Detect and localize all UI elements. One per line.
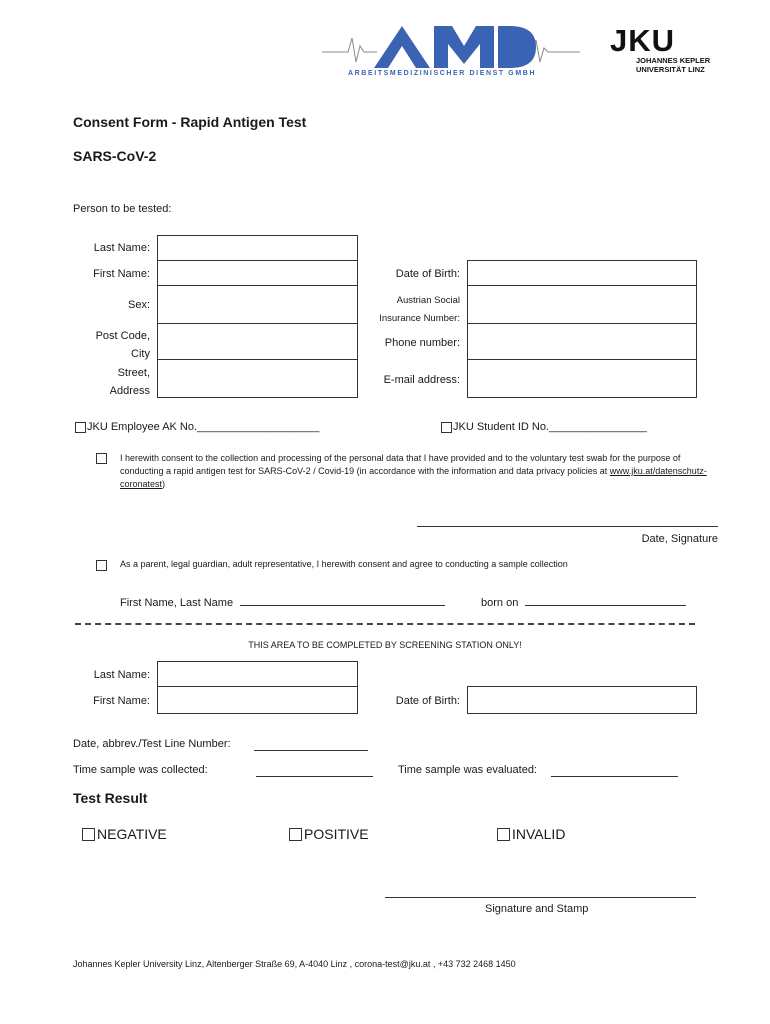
invalid-label: INVALID xyxy=(512,826,566,842)
dob-field[interactable] xyxy=(467,260,697,286)
ssn-field[interactable] xyxy=(467,285,697,324)
postcode-city-field[interactable] xyxy=(157,323,358,360)
positive-checkbox[interactable] xyxy=(289,828,302,841)
email-field[interactable] xyxy=(467,359,697,398)
guardian-name-row xyxy=(120,595,445,609)
born-on-row xyxy=(481,595,686,609)
ssn-label-line1: Austrian Social xyxy=(396,295,460,306)
invalid-checkbox[interactable] xyxy=(497,828,510,841)
signature-stamp-label: Signature and Stamp xyxy=(485,903,589,915)
ssn-label xyxy=(379,292,460,328)
email-label: E-mail address: xyxy=(383,374,460,386)
consent-text-end: ) xyxy=(162,479,166,489)
street-label xyxy=(110,364,150,400)
footer-contact: Johannes Kepler University Linz, Altenberger Straße 69, A-4040 Linz , corona-test@jku.at , +43 732 2468 1450 xyxy=(73,959,516,969)
postcode-label-line2: City xyxy=(131,348,150,360)
student-label: JKU Student ID No.________________ xyxy=(453,421,647,433)
amd-logo xyxy=(322,22,582,84)
jku-logo xyxy=(610,23,720,78)
first-name-field[interactable] xyxy=(157,260,358,286)
station-last-name-field[interactable] xyxy=(157,661,358,687)
consent-text-body: I herewith consent to the collection and processing of the personal data that I have provided and to the voluntary test swab for the purpose of conducting a rapid antigen test for SARS-CoV-2 / Covid-19 (in accordance with the information and data privacy policies at xyxy=(120,453,681,476)
station-dob-field[interactable] xyxy=(467,686,697,714)
street-label-line1: Street, xyxy=(117,367,150,379)
guardian-name-line[interactable] xyxy=(240,595,445,606)
last-name-label: Last Name: xyxy=(93,242,150,254)
person-intro: Person to be tested: xyxy=(73,203,172,215)
positive-label: POSITIVE xyxy=(304,826,369,842)
first-name-label: First Name: xyxy=(93,268,150,280)
station-notice: THIS AREA TO BE COMPLETED BY SCREENING STATION ONLY! xyxy=(248,640,522,650)
amd-subtitle: ARBEITSMEDIZINISCHER DIENST GMBH xyxy=(348,70,537,77)
signature-stamp-line[interactable] xyxy=(385,897,696,898)
guardian-checkbox[interactable] xyxy=(96,560,107,571)
station-first-name-field[interactable] xyxy=(157,686,358,714)
employee-checkbox[interactable] xyxy=(75,422,86,433)
sex-label: Sex: xyxy=(127,299,150,311)
born-on-label: born on xyxy=(481,597,519,609)
guardian-text: As a parent, legal guardian, adult representative, I herewith consent and agree to conducting a sample collection xyxy=(120,559,568,569)
test-line-row xyxy=(73,738,231,750)
evaluated-label: Time sample was evaluated: xyxy=(398,764,537,776)
test-line-field[interactable] xyxy=(254,740,368,751)
jku-name-line2: UNIVERSITÄT LINZ xyxy=(636,65,705,74)
form-title: Consent Form - Rapid Antigen Test xyxy=(73,114,307,130)
ssn-label-line2: Insurance Number: xyxy=(379,313,460,324)
dob-label: Date of Birth: xyxy=(395,268,460,280)
test-line-label: Date, abbrev./Test Line Number: xyxy=(73,738,231,750)
last-name-field[interactable] xyxy=(157,235,358,261)
born-on-line[interactable] xyxy=(525,595,686,606)
postcode-label xyxy=(96,327,150,363)
form-subtitle: SARS-CoV-2 xyxy=(73,148,157,164)
collected-label: Time sample was collected: xyxy=(73,764,208,776)
evaluated-field[interactable] xyxy=(551,766,678,777)
collected-field[interactable] xyxy=(256,766,373,777)
student-checkbox[interactable] xyxy=(441,422,452,433)
cut-separator xyxy=(75,623,695,625)
sex-field[interactable] xyxy=(157,285,358,324)
street-label-line2: Address xyxy=(109,385,150,397)
postcode-label-line1: Post Code, xyxy=(95,330,150,342)
phone-field[interactable] xyxy=(467,323,697,360)
phone-label: Phone number: xyxy=(384,337,460,349)
station-first-name-label: First Name: xyxy=(93,695,150,707)
consent-text xyxy=(120,452,720,491)
employee-label: JKU Employee AK No.____________________ xyxy=(87,421,320,433)
consent-checkbox[interactable] xyxy=(96,453,107,464)
date-signature-line[interactable] xyxy=(417,526,718,527)
jku-logo-letters: JKU xyxy=(610,23,676,58)
station-last-name-label: Last Name: xyxy=(93,669,150,681)
privacy-policy-link[interactable]: www.jku.at/datenschutz-coronatest xyxy=(120,466,707,489)
street-address-field[interactable] xyxy=(157,359,358,398)
guardian-name-label: First Name, Last Name xyxy=(120,597,234,609)
jku-name-line1: JOHANNES KEPLER xyxy=(636,56,711,65)
station-dob-label: Date of Birth: xyxy=(395,695,460,707)
date-signature-label: Date, Signature xyxy=(641,533,718,545)
negative-checkbox[interactable] xyxy=(82,828,95,841)
test-result-heading: Test Result xyxy=(73,790,148,806)
negative-label: NEGATIVE xyxy=(97,826,167,842)
